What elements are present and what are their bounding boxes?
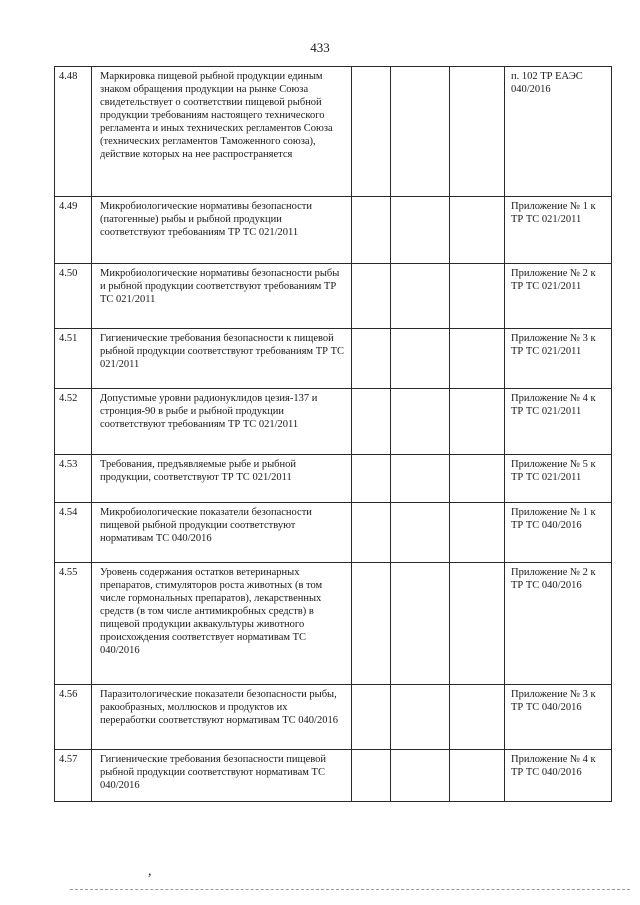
row-number: 4.49 [55, 197, 92, 264]
empty-cell [352, 455, 391, 503]
empty-cell [352, 750, 391, 802]
reference-cell: Приложение № 1 к ТР ТС 021/2011 [505, 197, 612, 264]
bottom-rule [70, 889, 630, 890]
requirement-text: Микробиологические нормативы безопасности рыбы и рыбной продукции соответствуют требованиям ТР ТС 021/2011 [92, 264, 352, 329]
empty-cell [450, 389, 505, 455]
empty-cell [391, 455, 450, 503]
requirement-text: Маркировка пищевой рыбной продукции единым знаком обращения продукции на рынке Союза свидетельствует о соответствии пищевой рыбной продукции требованиям настоящего технического регламента и иных технических регламентов Союза (технических регламентов Таможенного союза), действие которых на нее распространяется [92, 67, 352, 197]
table-row [55, 750, 612, 802]
empty-cell [450, 329, 505, 389]
reference-cell: Приложение № 2 к ТР ТС 021/2011 [505, 264, 612, 329]
table-row [55, 563, 612, 685]
requirement-text: Гигиенические требования безопасности к пищевой рыбной продукции соответствуют требованиям ТР ТС 021/2011 [92, 329, 352, 389]
row-number: 4.55 [55, 563, 92, 685]
table-row [55, 197, 612, 264]
empty-cell [450, 563, 505, 685]
row-number: 4.50 [55, 264, 92, 329]
footer-mark: , [148, 864, 152, 879]
empty-cell [352, 197, 391, 264]
empty-cell [352, 389, 391, 455]
row-number: 4.53 [55, 455, 92, 503]
requirement-text: Паразитологические показатели безопасности рыбы, ракообразных, моллюсков и продуктов их переработки соответствуют нормативам ТС 040/2016 [92, 685, 352, 750]
requirement-text: Уровень содержания остатков ветеринарных препаратов, стимуляторов роста животных (в том числе гормональных препаратов), лекарственных средств (в том числе антимикробных средств) в пищевой продукции аквакультуры животного происхождения соответствует нормативам ТС 040/2016 [92, 563, 352, 685]
table-row [55, 455, 612, 503]
empty-cell [391, 67, 450, 197]
table-row [55, 389, 612, 455]
empty-cell [450, 750, 505, 802]
empty-cell [391, 685, 450, 750]
reference-cell: Приложение № 3 к ТР ТС 021/2011 [505, 329, 612, 389]
empty-cell [391, 264, 450, 329]
table-row [55, 264, 612, 329]
empty-cell [352, 503, 391, 563]
empty-cell [391, 389, 450, 455]
empty-cell [391, 197, 450, 264]
page-number: 433 [310, 40, 330, 55]
empty-cell [450, 685, 505, 750]
table-row [55, 685, 612, 750]
empty-cell [450, 197, 505, 264]
empty-cell [352, 563, 391, 685]
empty-cell [391, 750, 450, 802]
requirement-text: Требования, предъявляемые рыбе и рыбной продукции, соответствуют ТР ТС 021/2011 [92, 455, 352, 503]
empty-cell [391, 329, 450, 389]
empty-cell [450, 264, 505, 329]
reference-cell: Приложение № 4 к ТР ТС 021/2011 [505, 389, 612, 455]
empty-cell [391, 503, 450, 563]
row-number: 4.56 [55, 685, 92, 750]
empty-cell [352, 685, 391, 750]
row-number: 4.52 [55, 389, 92, 455]
requirement-text: Микробиологические показатели безопасности пищевой рыбной продукции соответствуют нормативам ТС 040/2016 [92, 503, 352, 563]
empty-cell [352, 329, 391, 389]
empty-cell [450, 503, 505, 563]
empty-cell [450, 455, 505, 503]
reference-cell: Приложение № 3 к ТР ТС 040/2016 [505, 685, 612, 750]
row-number: 4.48 [55, 67, 92, 197]
row-number: 4.57 [55, 750, 92, 802]
requirement-text: Гигиенические требования безопасности пищевой рыбной продукции соответствуют нормативам ТС 040/2016 [92, 750, 352, 802]
reference-cell: Приложение № 5 к ТР ТС 021/2011 [505, 455, 612, 503]
requirements-table [54, 66, 612, 802]
reference-cell: Приложение № 2 к ТР ТС 040/2016 [505, 563, 612, 685]
requirement-text: Микробиологические нормативы безопасности (патогенные) рыбы и рыбной продукции соответствуют требованиям ТР ТС 021/2011 [92, 197, 352, 264]
table-row [55, 503, 612, 563]
reference-cell: Приложение № 4 к ТР ТС 040/2016 [505, 750, 612, 802]
table-row [55, 329, 612, 389]
empty-cell [391, 563, 450, 685]
requirement-text: Допустимые уровни радионуклидов цезия-137 и стронция-90 в рыбе и рыбной продукции соответствуют требованиям ТР ТС 021/2011 [92, 389, 352, 455]
table-row [55, 67, 612, 197]
reference-cell: п. 102 ТР ЕАЭС 040/2016 [505, 67, 612, 197]
empty-cell [352, 67, 391, 197]
row-number: 4.51 [55, 329, 92, 389]
reference-cell: Приложение № 1 к ТР ТС 040/2016 [505, 503, 612, 563]
empty-cell [352, 264, 391, 329]
empty-cell [450, 67, 505, 197]
row-number: 4.54 [55, 503, 92, 563]
